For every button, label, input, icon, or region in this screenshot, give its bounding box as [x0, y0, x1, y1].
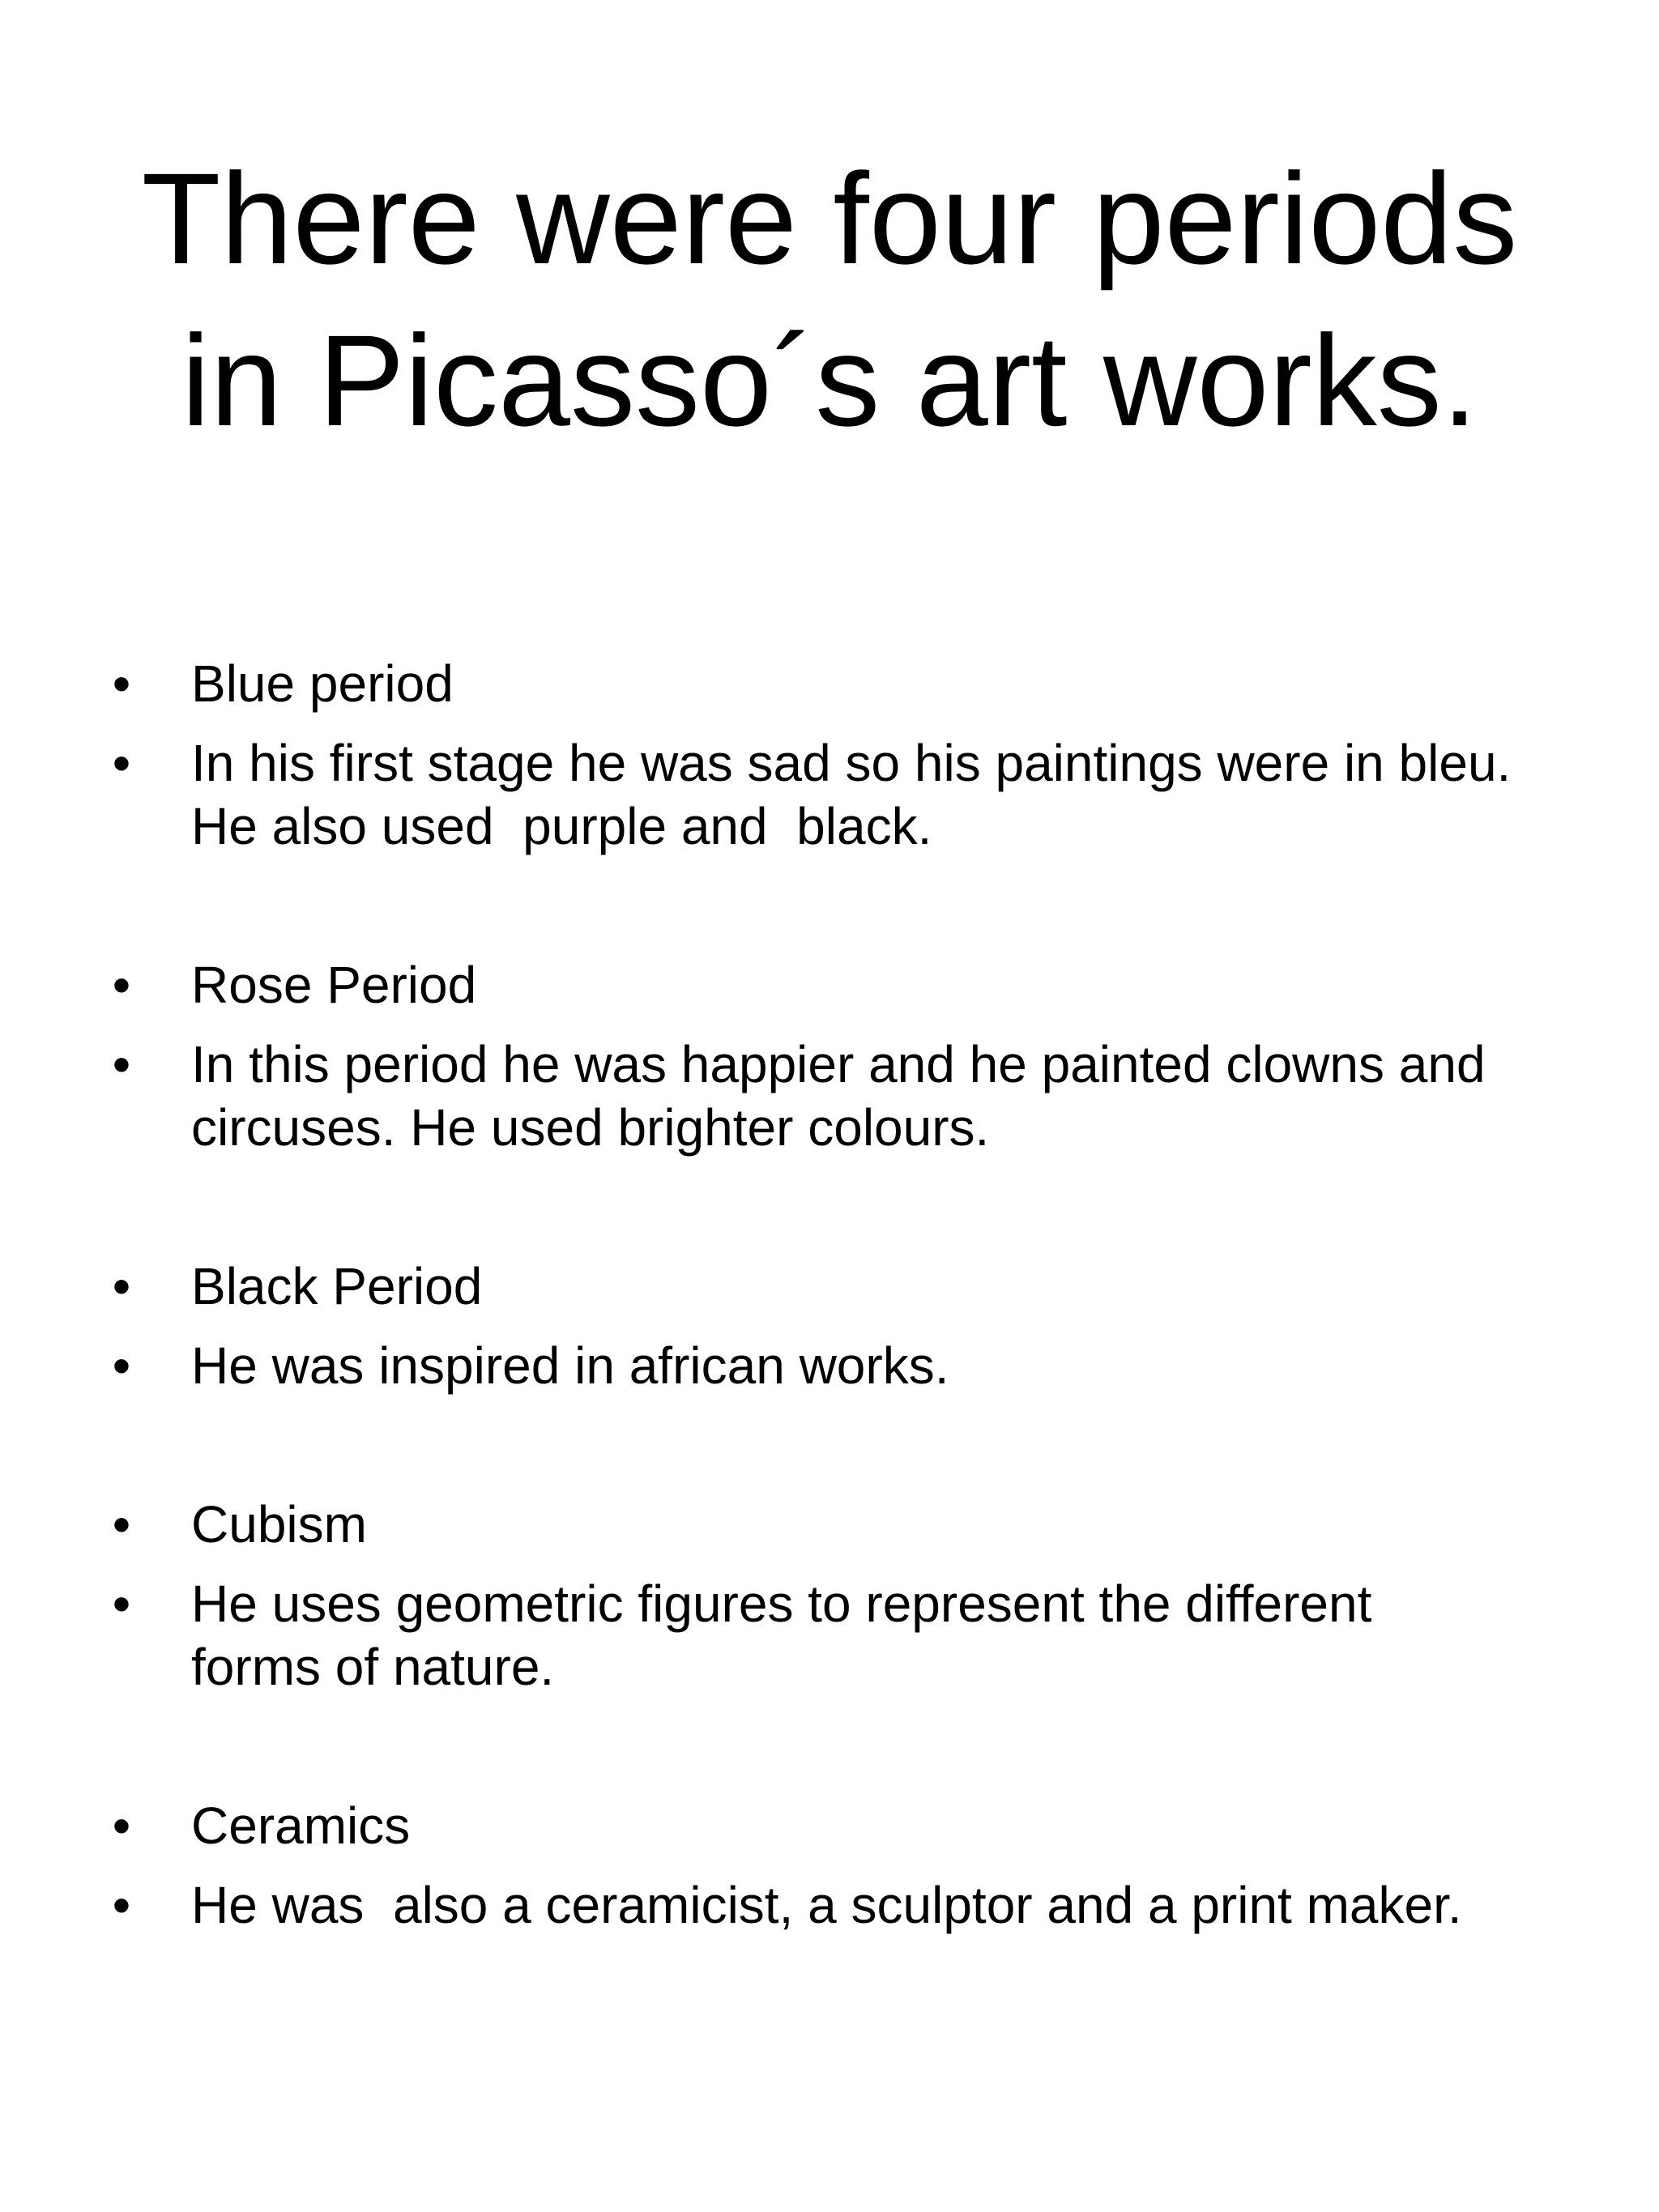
bullet-icon: •: [112, 1035, 131, 1093]
bullet-icon: •: [112, 654, 131, 713]
bullet-icon: •: [112, 1495, 131, 1554]
bullet-text: Black Period: [191, 1257, 483, 1315]
bullet-text-line-1: In this period he was happier and he painted clowns and: [191, 1035, 1486, 1093]
bullet-text-line-2: circuses. He used brighter colours.: [191, 1098, 990, 1157]
title-line-2: in Picasso´s art works.: [181, 308, 1478, 453]
title-line-1: There were four periods: [141, 146, 1518, 291]
bullet-text: Ceramics: [191, 1796, 411, 1855]
bullet-icon: •: [112, 1257, 131, 1315]
bullet-icon: •: [112, 1876, 131, 1934]
bullet-icon: •: [112, 734, 131, 792]
bullet-text: Blue period: [191, 654, 454, 713]
bullet-text-line-2: forms of nature.: [191, 1638, 555, 1696]
bullet-text: Rose Period: [191, 956, 477, 1014]
bullet-icon: •: [112, 1575, 131, 1633]
bullet-text: He was inspired in african works.: [191, 1336, 949, 1395]
bullet-icon: •: [112, 1796, 131, 1855]
bullet-text: He was also a ceramicist, a sculptor and a print maker.: [191, 1876, 1462, 1934]
bullet-text: Cubism: [191, 1495, 367, 1554]
bullet-text-line-1: In his first stage he was sad so his paintings were in bleu.: [191, 734, 1512, 792]
bullet-text-line-2: He also used purple and black.: [191, 797, 932, 855]
bullet-icon: •: [112, 956, 131, 1014]
bullet-icon: •: [112, 1336, 131, 1395]
bullet-text-line-1: He uses geometric figures to represent the different: [191, 1575, 1372, 1633]
